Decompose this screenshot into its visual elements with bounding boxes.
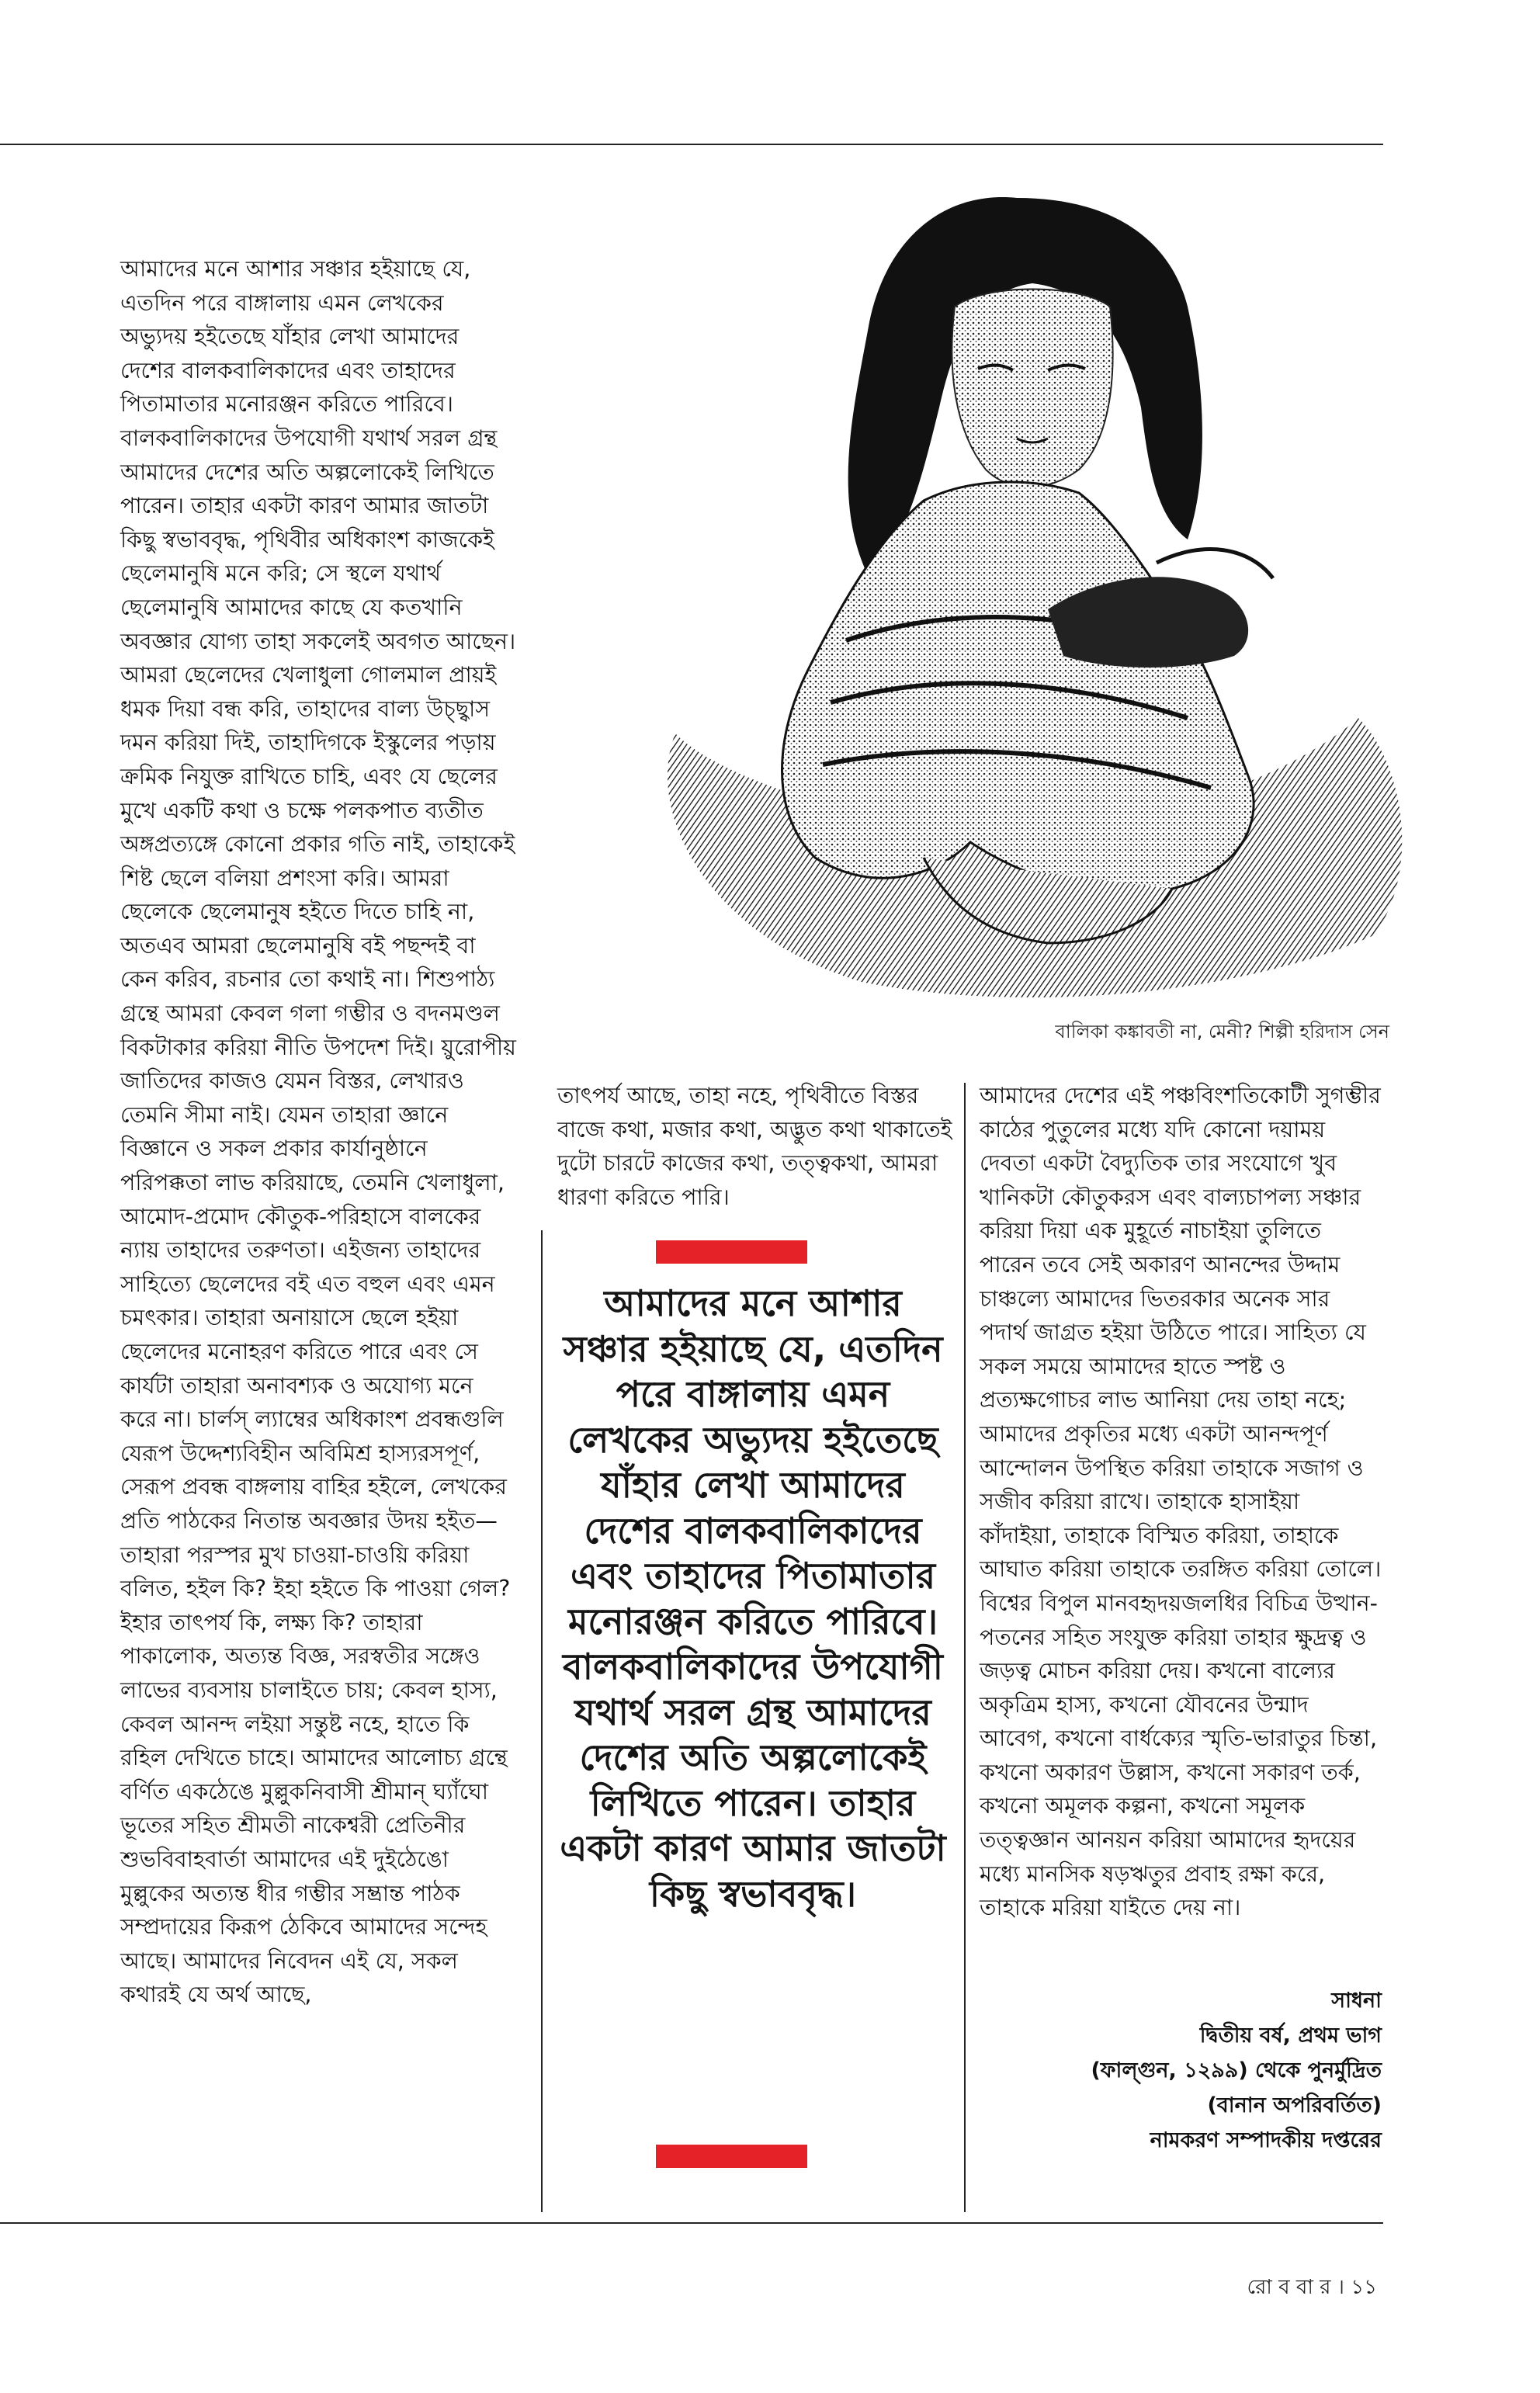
top-rule: [0, 144, 1383, 145]
right-column-text: [980, 1079, 1383, 1979]
credit-issue: দ্বিতীয় বর্ষ, প্রথম ভাগ: [1199, 2024, 1382, 2048]
left-column-divider: [541, 1230, 543, 2212]
credit-naming: নামকরণ সম্পাদকীয় দপ্তরের: [1150, 2128, 1382, 2152]
middle-column-paragraph: তাৎপর্য আছে, তাহা নহে, পৃথিবীতে বিস্তর বাজে কথা, মজার কথা, অদ্ভুত কথা থাকাতেই দুটো চারটে কাজের কথা, তত্ত্বকথা, আমরা ধারণা করিতে পারি।: [557, 1083, 952, 1210]
girl-with-cat-illustration: [613, 175, 1436, 1013]
quote-bottom-red-bar: [656, 2145, 807, 2168]
credit-source: সাধনা: [1331, 1989, 1382, 2013]
illustration-caption: বালিকা কঙ্কাবতী না, মেনী? শিল্পী হরিদাস সেন: [1055, 1021, 1389, 1042]
left-column-text: [120, 252, 516, 2224]
quote-top-red-bar: [656, 1240, 807, 1264]
credit-spelling: (বানান অপরিবর্তিত): [1207, 2093, 1382, 2117]
page-folio: রো ব বা র । ১১: [1247, 2276, 1377, 2299]
source-credits: [978, 1983, 1382, 2158]
left-column-paragraph: আমাদের মনে আশার সঞ্চার হইয়াছে যে, এতদিন পরে বাঙ্গালায় এমন লেখকের অভ্যুদয় হইতেছে যাঁহার লেখা আমাদের দেশের বালকবালিকাদের এবং তাহাদের পিতামাতার মনোরঞ্জন করিতে পারিবে। বালকবালিকাদের উপযোগী যথার্থ সরল গ্রন্থ আমাদের দেশের অতি অল্পলোকেই লিখিতে পারেন। তাহার একটা কারণ আমার জাতটা কিছু স্বভাববৃদ্ধ, পৃথিবীর অধিকাংশ কাজকেই ছেলেমানুষি মনে করি; সে স্থলে যথার্থ ছেলেমানুষি আমাদের কাছে যে কতখানি অবজ্ঞার যোগ্য তাহা সকলেই অবগত আছেন। আমরা ছেলেদের খেলাধুলা গোলমাল প্রায়ই ধমক দিয়া বন্ধ করি, তাহাদের বাল্য উচ্ছ্বাস দমন করিয়া দিই, তাহাদিগকে ইস্কুলের পড়ায় ক্রমিক নিযুক্ত রাখিতে চাহি, এবং যে ছেলের মুখে একটি কথা ও চক্ষে পলকপাত ব্যতীত অঙ্গপ্রত্যঙ্গে কোনো প্রকার গতি নাই, তাহাকেই শিষ্ট ছেলে বলিয়া প্রশংসা করি। আমরা ছেলেকে ছেলেমানুষ হইতে দিতে চাহি না, অতএব আমরা ছেলেমানুষি বই পছন্দই বা কেন করিব, রচনার তো কথাই না। শিশুপাঠ্য গ্রন্থে আমরা কেবল গলা গম্ভীর ও বদনমণ্ডল বিকটাকার করিয়া নীতি উপদেশ দিই। য়ুরোপীয় জাতিদের কাজও যেমন বিস্তর, লেখারও তেমনি সীমা নাই। যেমন তাহারা জ্ঞানে বিজ্ঞানে ও সকল প্রকার কার্যানুষ্ঠানে পরিপক্কতা লাভ করিয়াছে, তেমনি খেলাধুলা, আমোদ-প্রমোদ কৌতুক-পরিহাসে বালকের ন্যায় তাহাদের তরুণতা। এইজন্য তাহাদের সাহিত্যে ছেলেদের বই এত বহুল এবং এমন চমৎকার। তাহারা অনায়াসে ছেলে হইয়া ছেলেদের মনোহরণ করিতে পারে এবং সে কার্যটা তাহারা অনাবশ্যক ও অযোগ্য মনে করে না। চার্লস্ ল্যাম্বের অধিকাংশ প্রবন্ধগুলি যেরূপ উদ্দেশ্যবিহীন অবিমিশ্র হাস্যরসপূর্ণ, সেরূপ প্রবন্ধ বাঙ্গলায় বাহির হইলে, লেখকের প্রতি পাঠকের নিতান্ত অবজ্ঞার উদয় হইত— তাহারা পরস্পর মুখ চাওয়া-চাওয়ি করিয়া বলিত, হইল কি? ইহা হইতে কি পাওয়া গেল? ইহার তাৎপর্য কি, লক্ষ্য কি? তাহারা পাকালোক, অত্যন্ত বিজ্ঞ, সরস্বতীর সঙ্গেও লাভের ব্যবসায় চালাইতে চায়; কেবল হাস্য, কেবল আনন্দ লইয়া সন্তুষ্ট নহে, হাতে কি রহিল দেখিতে চাহে। আমাদের আলোচ্য গ্রন্থে বর্ণিত একঠেঙে মুল্লুকনিবাসী শ্রীমান্ ঘ্যাঁঘো ভূতের সহিত শ্রীমতী নাকেশ্বরী প্রেতিনীর শুভবিবাহবার্তা আমাদের এই দুইঠেঙো মুল্লুকের অত্যন্ত ধীর গম্ভীর সম্ভ্রান্ত পাঠক সম্প্রদায়ের কিরূপ ঠেকিবে আমাদের সন্দেহ আছে। আমাদের নিবেদন এই যে, সকল কথারই যে অর্থ আছে,: [120, 256, 516, 2008]
pull-quote: [559, 1281, 947, 1916]
pull-quote-text: আমাদের মনে আশার সঞ্চার হইয়াছে যে, এতদিন পরে বাঙ্গালায় এমন লেখকের অভ্যুদয় হইতেছে যাঁহার লেখা আমাদের দেশের বালকবালিকাদের এবং তাহাদের পিতামাতার মনোরঞ্জন করিতে পারিবে। বালকবালিকাদের উপযোগী যথার্থ সরল গ্রন্থ আমাদের দেশের অতি অল্পলোকেই লিখিতে পারেন। তাহার একটা কারণ আমার জাতটা কিছু স্বভাববৃদ্ধ।: [560, 1282, 946, 1915]
right-column-paragraph: আমাদের দেশের এই পঞ্চবিংশতিকোটী সুগম্ভীর কাঠের পুতুলের মধ্যে যদি কোনো দয়াময় দেবতা একটা বৈদ্যুতিক তার সংযোগে খুব খানিকটা কৌতুকরস এবং বাল্যচাপল্য সঞ্চার করিয়া দিয়া এক মুহূর্তে নাচাইয়া তুলিতে পারেন তবে সেই অকারণ আনন্দের উদ্দাম চাঞ্চল্যে আমাদের ভিতরকার অনেক সার পদার্থ জাগ্রত হইয়া উঠিতে পারে। সাহিত্য যে সকল সময়ে আমাদের হাতে স্পষ্ট ও প্রত্যক্ষগোচর লাভ আনিয়া দেয় তাহা নহে; আমাদের প্রকৃতির মধ্যে একটা আনন্দপূর্ণ আন্দোলন উপস্থিত করিয়া তাহাকে সজাগ ও সজীব করিয়া রাখে। তাহাকে হাসাইয়া কাঁদাইয়া, তাহাকে বিস্মিত করিয়া, তাহাকে আঘাত করিয়া তাহাকে তরঙ্গিত করিয়া তোলে। বিশ্বের বিপুল মানবহৃদয়জলধির বিচিত্র উত্থান-পতনের সহিত সংযুক্ত করিয়া তাহার ক্ষুদ্রত্ব ও জড়ত্ব মোচন করিয়া দেয়। কখনো বাল্যের অকৃত্রিম হাস্য, কখনো যৌবনের উন্মাদ আবেগ, কখনো বার্ধক্যের স্মৃতি-ভারাতুর চিন্তা, কখনো অকারণ উল্লাস, কখনো সকারণ তর্ক, কখনো অমূলক কল্পনা, কখনো সমূলক তত্ত্বজ্ঞান আনয়ন করিয়া আমাদের হৃদয়ের মধ্যে মানসিক ষড়ঋতুর প্রবাহ রক্ষা করে, তাহাকে মরিয়া যাইতে দেয় না।: [980, 1083, 1382, 1921]
right-column-divider: [964, 1083, 966, 2212]
credit-reprint: (ফাল্গুন, ১২৯৯) থেকে পুনর্মুদ্রিত: [1091, 2058, 1382, 2083]
middle-column-text: [557, 1079, 953, 1219]
